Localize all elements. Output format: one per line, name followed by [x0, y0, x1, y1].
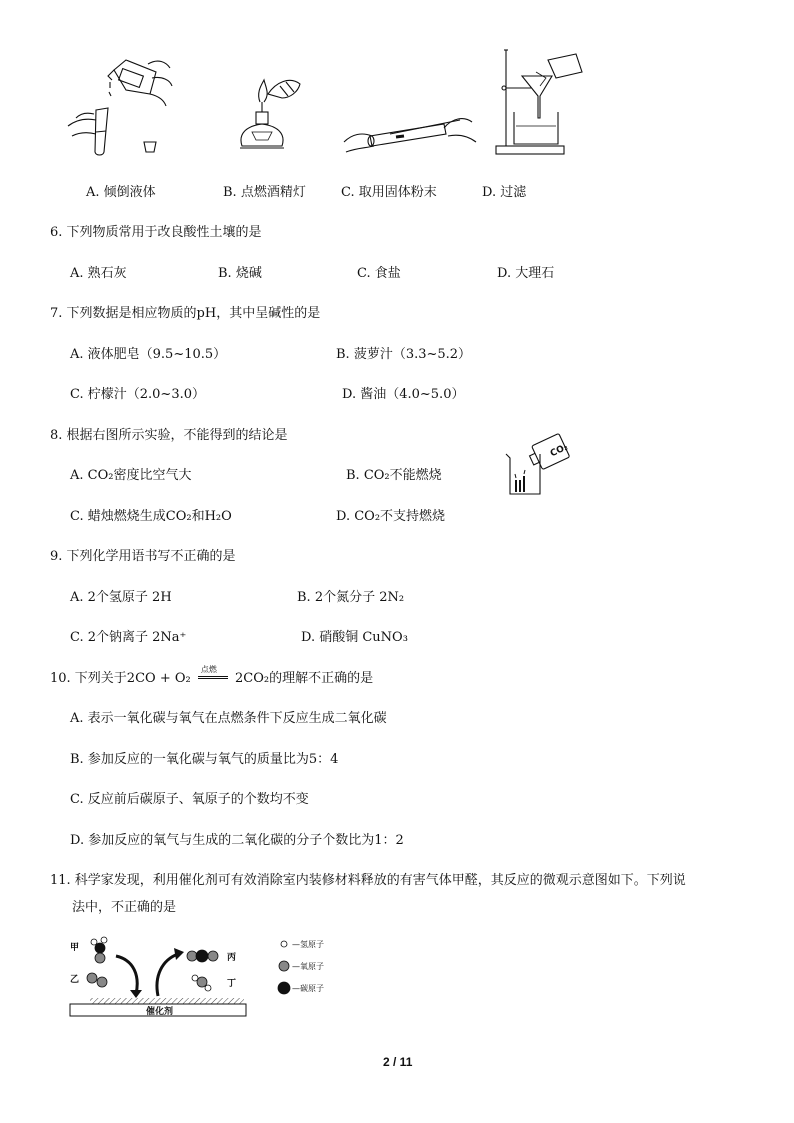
q6-option-b: B. 烧碱 [218, 266, 262, 281]
legend-hydrogen-icon [281, 941, 287, 947]
q9-option-a: A. 2个氢原子 2H [70, 590, 172, 605]
q8-option-d: D. CO₂不支持燃烧 [336, 509, 446, 524]
legend-oxygen-label: —氧原子 [292, 962, 324, 971]
alcohol-lamp-figure [228, 62, 308, 162]
q10-stem-suffix: 2CO₂的理解不正确的是 [235, 671, 374, 686]
reaction-micro-diagram [62, 932, 352, 1018]
q9-option-d: D. 硝酸铜 CuNO₃ [301, 630, 408, 645]
q10-stem [50, 667, 373, 686]
q7-option-d: D. 酱油（4.0~5.0） [342, 387, 465, 402]
molecule-ding [192, 975, 211, 991]
q10-option-d: D. 参加反应的氧气与生成的二氧化碳的分子个数比为1：2 [70, 833, 404, 848]
q10-option-a: A. 表示一氧化碳与氧气在点燃条件下反应生成二氧化碳 [70, 711, 387, 726]
q8-option-c: C. 蜡烛燃烧生成CO₂和H₂O [70, 509, 232, 524]
legend-oxygen-icon [279, 961, 289, 971]
q5-option-d: D. 过滤 [482, 185, 527, 200]
label-ding: 丁 [227, 979, 237, 989]
q10-option-b: B. 参加反应的一氧化碳与氧气的质量比为5：4 [70, 752, 339, 767]
filtration-figure [492, 46, 588, 158]
q7-option-b: B. 菠萝汁（3.3~5.2） [336, 347, 472, 362]
label-bing: 丙 [227, 953, 237, 963]
q11-stem-line2: 法中，不正确的是 [72, 900, 177, 915]
q9-option-c: C. 2个钠离子 2Na⁺ [70, 630, 187, 645]
label-yi: 乙 [70, 975, 80, 985]
page-number: 2 / 11 [383, 1055, 413, 1069]
molecule-yi [87, 973, 107, 987]
co2-bottle-label: CO₂ [548, 442, 570, 460]
q5-option-c: C. 取用固体粉末 [341, 185, 437, 200]
legend-carbon-icon [278, 982, 290, 994]
molecule-jia [91, 937, 107, 963]
molecule-bing [187, 950, 218, 962]
q10-option-c: C. 反应前后碳原子、氧原子的个数均不变 [70, 792, 309, 807]
q5-option-b: B. 点燃酒精灯 [223, 185, 306, 200]
q6-stem: 6. 下列物质常用于改良酸性土壤的是 [50, 225, 262, 240]
q9-option-b: B. 2个氮分子 2N₂ [297, 590, 405, 605]
q8-option-a: A. CO₂密度比空气大 [70, 468, 192, 483]
q10-stem-prefix: 10. 下列关于2CO + O₂ [50, 671, 191, 686]
legend-carbon-label: —碳原子 [292, 984, 324, 993]
q6-option-a: A. 熟石灰 [70, 266, 127, 281]
q9-stem: 9. 下列化学用语书写不正确的是 [50, 549, 236, 564]
co2-candle-figure [502, 432, 574, 498]
q6-option-c: C. 食盐 [357, 266, 401, 281]
q5-option-a: A. 倾倒液体 [86, 185, 156, 200]
arrow-up [157, 954, 178, 996]
catalyst-surface [90, 998, 244, 1004]
q6-option-d: D. 大理石 [497, 266, 555, 281]
arrow-down [116, 956, 137, 994]
pouring-liquid-figure [66, 52, 176, 160]
q10-reaction-arrow [198, 665, 228, 684]
q11-stem-line1: 11. 科学家发现，利用催化剂可有效消除室内装修材料释放的有害气体甲醛，其反应的微观示意图如下。下列说 [50, 873, 686, 888]
q8-stem: 8. 根据右图所示实验，不能得到的结论是 [50, 428, 288, 443]
label-jia: 甲 [70, 943, 80, 953]
solid-powder-figure [340, 106, 480, 162]
legend-hydrogen-label: —氢原子 [292, 940, 324, 949]
q7-option-a: A. 液体肥皂（9.5~10.5） [70, 347, 227, 362]
legend [278, 941, 290, 994]
q7-stem: 7. 下列数据是相应物质的pH，其中呈碱性的是 [50, 306, 321, 321]
q8-option-b: B. CO₂不能燃烧 [346, 468, 442, 483]
q7-option-c: C. 柠檬汁（2.0~3.0） [70, 387, 205, 402]
catalyst-label: 催化剂 [146, 1007, 174, 1017]
q10-condition: 点燃 [200, 665, 217, 674]
